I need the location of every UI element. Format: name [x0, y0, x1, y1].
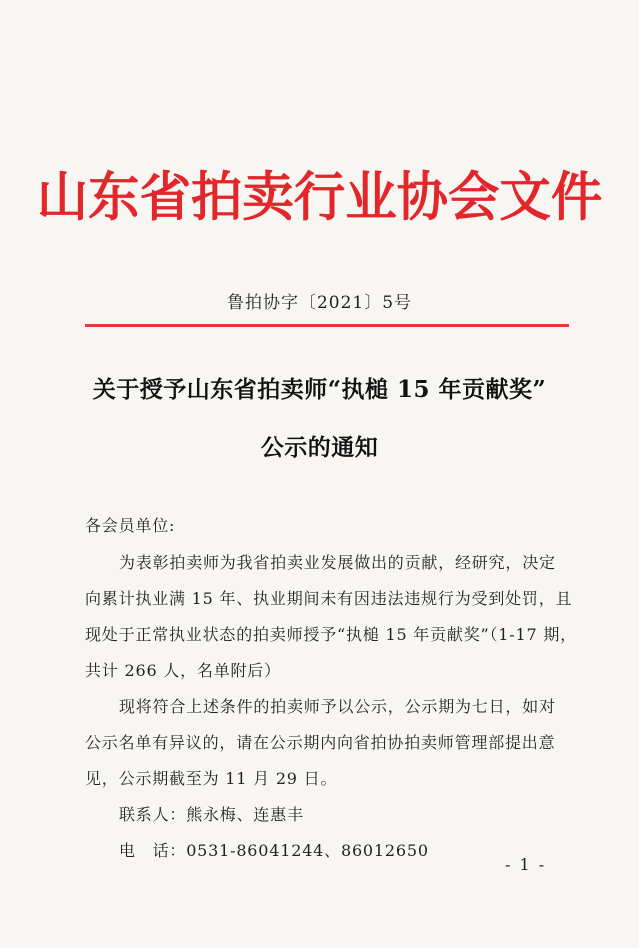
paragraph-1-line-3: 现处于正常执业状态的拍卖师授予“执槌 15 年贡献奖”（1-17 期，	[85, 625, 577, 644]
document-header-title: 山东省拍卖行业协会文件	[36, 167, 603, 228]
page-number: - 1 -	[505, 855, 547, 874]
paragraph-2-line-3: 见，公示期截至为 11 月 29 日。	[85, 769, 338, 788]
paragraph-2-line-2: 公示名单有异议的，请在公示期内向省拍协拍卖师管理部提出意	[85, 733, 556, 752]
paragraph-2-line-1: 现将符合上述条件的拍卖师予以公示，公示期为七日，如对	[119, 697, 556, 716]
addressee: 各会员单位:	[85, 516, 176, 535]
red-divider-line	[85, 324, 569, 327]
contact-phone: 电 话：0531-86041244、86012650	[119, 841, 429, 860]
contact-persons: 联系人：熊永梅、连惠丰	[119, 805, 304, 824]
document-number: 鲁拍协字〔2021〕5号	[226, 293, 413, 313]
subject-title-line-1: 关于授予山东省拍卖师“执槌 15 年贡献奖”	[92, 376, 547, 403]
paragraph-1-line-4: 共计 266 人，名单附后）	[85, 661, 281, 680]
subject-title-line-2: 公示的通知	[260, 434, 379, 461]
paragraph-1-line-2: 向累计执业满 15 年、执业期间未有因违法违规行为受到处罚，且	[85, 589, 573, 608]
paragraph-1-line-1: 为表彰拍卖师为我省拍卖业发展做出的贡献，经研究，决定	[119, 553, 556, 572]
